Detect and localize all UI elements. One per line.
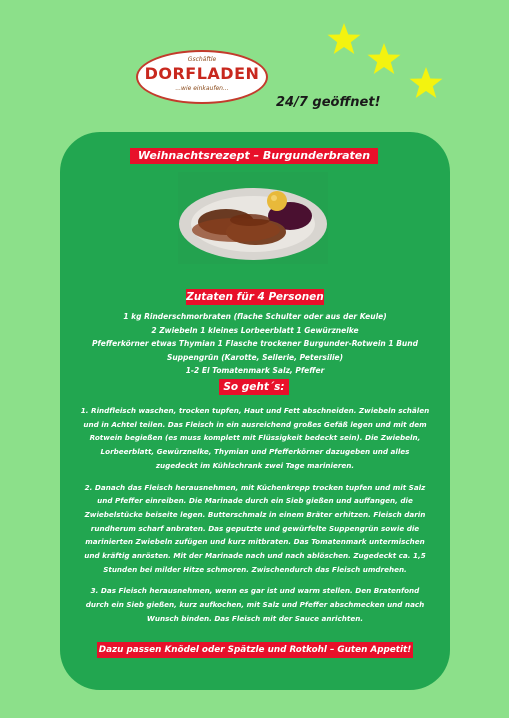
closing-line: Dazu passen Knödel oder Spätzle und Rotkohl – Guten Appetit!	[97, 642, 413, 658]
step-paragraph: 3. Das Fleisch herausnehmen, wenn es gar ist und warm stellen. Den Bratenfond durch ein Sieb gießen, kurz aufkochen, mit Salz und Pfeffer abschmecken und nach Wunsch binden. Das Fleisch mit der Sauce anrichten.	[85, 586, 425, 623]
step-paragraph: 2. Danach das Fleisch herausnehmen, mit Küchenkrepp trocken tupfen und mit Salz und Pfeffer einreiben. Die Marinade durch ein Sieb gießen und auffangen, die Zwiebelstücke beiseite legen. Butterschmalz in einem Bräter erhitzen. Fleisch darin rundherum scharf anbraten. Das geputzte und gewürfelte Suppengrün sowie die marinierten Zwiebeln zufügen und kurz mitbraten. Das Tomatenmark untermischen und kräftig anrösten. Mit der Marinade nach und nach ablöschen. Zugedeckt ca. 1,5 Stunden bei milder Hitze schmoren. Zwischendurch das Fleisch umdrehen.	[84, 482, 426, 574]
star-icon	[326, 22, 362, 56]
star-icon	[408, 66, 444, 100]
opening-hours: 24/7 geöffnet!	[276, 95, 381, 110]
ingredient-line: 2 Zwiebeln 1 kleines Lorbeerblatt 1 Gewürznelke	[151, 325, 359, 335]
ingredient-line: 1 kg Rinderschmorbraten (flache Schulter oder aus der Keule)	[123, 312, 387, 321]
dorfladen-logo	[136, 50, 268, 104]
logo-top-text: Gschäftle	[187, 56, 217, 63]
recipe-title: Weihnachtsrezept – Burgunderbraten	[130, 148, 378, 164]
logo-name: DORFLADEN	[144, 64, 260, 83]
star-icon	[366, 42, 402, 76]
logo-tagline: ...wie einkaufen...	[175, 85, 229, 92]
steps-list	[80, 404, 430, 634]
ingredients-list	[80, 310, 430, 378]
ingredient-line: Suppengrün (Karotte, Sellerie, Petersilie)	[166, 352, 344, 362]
dish-photo	[178, 172, 328, 264]
ingredients-heading: Zutaten für 4 Personen	[186, 291, 324, 303]
ingredient-line: Pfefferkörner etwas Thymian 1 Flasche trockener Burgunder-Rotwein 1 Bund	[92, 339, 418, 348]
step-paragraph: 1. Rindfleisch waschen, trocken tupfen, Haut und Fett abschneiden. Zwiebeln schälen und in Achtel teilen. Das Fleisch in ein ausreichend großes Gefäß legen und mit dem Rotwein begießen (es muss komplett mit Flüssigkeit bedeckt sein). Die Zwiebeln, Lorbeerblatt, Gewürznelke, Thymian und Pfefferkörner dazugeben und alles zugedeckt im Kühlschrank zwei Tage marinieren.	[80, 406, 430, 470]
steps-heading: So geht´s:	[219, 379, 289, 395]
ingredient-line: 1-2 El Tomatenmark Salz, Pfeffer	[185, 366, 325, 375]
